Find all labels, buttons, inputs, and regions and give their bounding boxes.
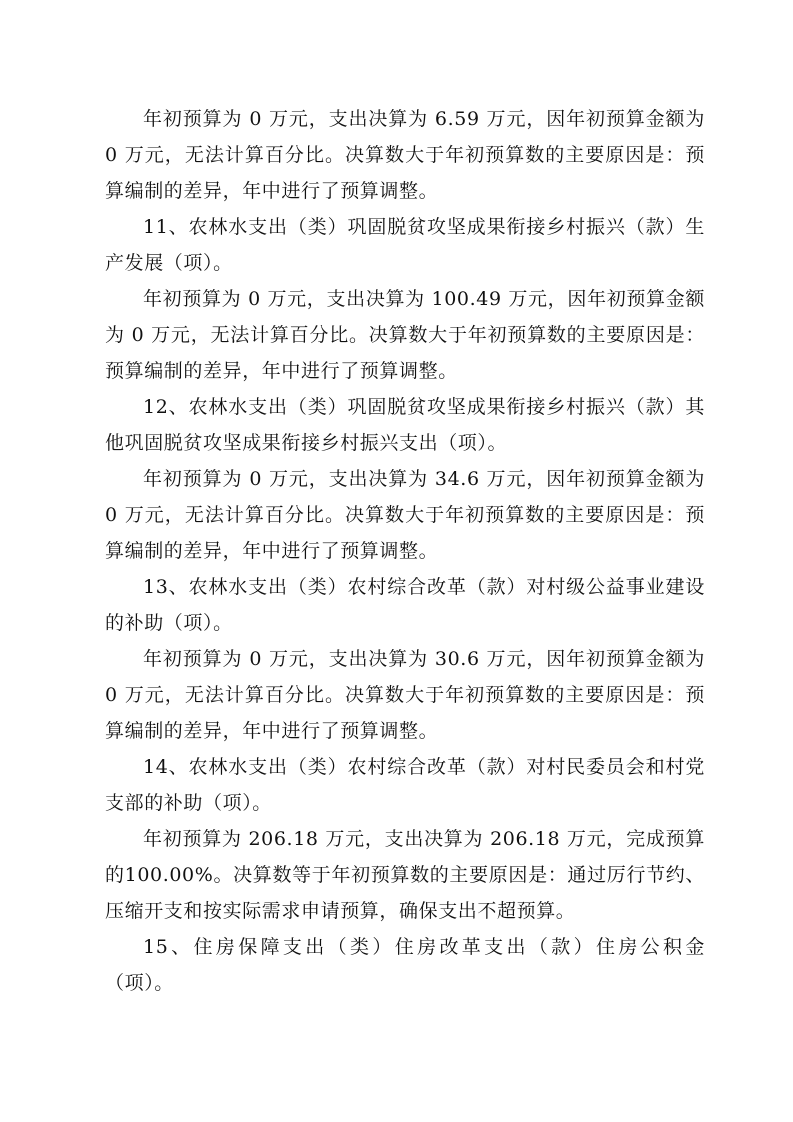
paragraph-item-15-heading: 15、住房保障支出（类）住房改革支出（款）住房公积金（项）。 <box>105 936 705 994</box>
paragraph-budget-note-13: 年初预算为 0 万元，支出决算为 30.6 万元，因年初预算金额为 0 万元，无法计算百分比。决算数大于年初预算数的主要原因是：预算编制的差异，年中进行了预算调整。 <box>105 648 705 742</box>
paragraph-budget-note-11: 年初预算为 0 万元，支出决算为 100.49 万元，因年初预算金额为 0 万元，无法计算百分比。决算数大于年初预算数的主要原因是：预算编制的差异，年中进行了预算调整。 <box>105 288 705 382</box>
paragraph-item-12-heading: 12、农林水支出（类）巩固脱贫攻坚成果衔接乡村振兴（款）其他巩固脱贫攻坚成果衔接乡村振兴支出（项）。 <box>105 396 705 454</box>
paragraph-item-13-heading: 13、农林水支出（类）农村综合改革（款）对村级公益事业建设的补助（项）。 <box>105 576 705 634</box>
paragraph-item-14-heading: 14、农林水支出（类）农村综合改革（款）对村民委员会和村党支部的补助（项）。 <box>105 756 705 814</box>
document-body <box>105 101 705 1001</box>
paragraph-item-11-heading: 11、农林水支出（类）巩固脱贫攻坚成果衔接乡村振兴（款）生产发展（项）。 <box>105 216 705 274</box>
paragraph-budget-note-14: 年初预算为 206.18 万元，支出决算为 206.18 万元，完成预算的100.00%。决算数等于年初预算数的主要原因是：通过厉行节约、压缩开支和按实际需求申请预算，确保支出不超预算。 <box>105 828 705 922</box>
paragraph-budget-note-10: 年初预算为 0 万元，支出决算为 6.59 万元，因年初预算金额为 0 万元，无法计算百分比。决算数大于年初预算数的主要原因是：预算编制的差异，年中进行了预算调整。 <box>105 108 705 202</box>
paragraph-budget-note-12: 年初预算为 0 万元，支出决算为 34.6 万元，因年初预算金额为 0 万元，无法计算百分比。决算数大于年初预算数的主要原因是：预算编制的差异，年中进行了预算调整。 <box>105 468 705 562</box>
